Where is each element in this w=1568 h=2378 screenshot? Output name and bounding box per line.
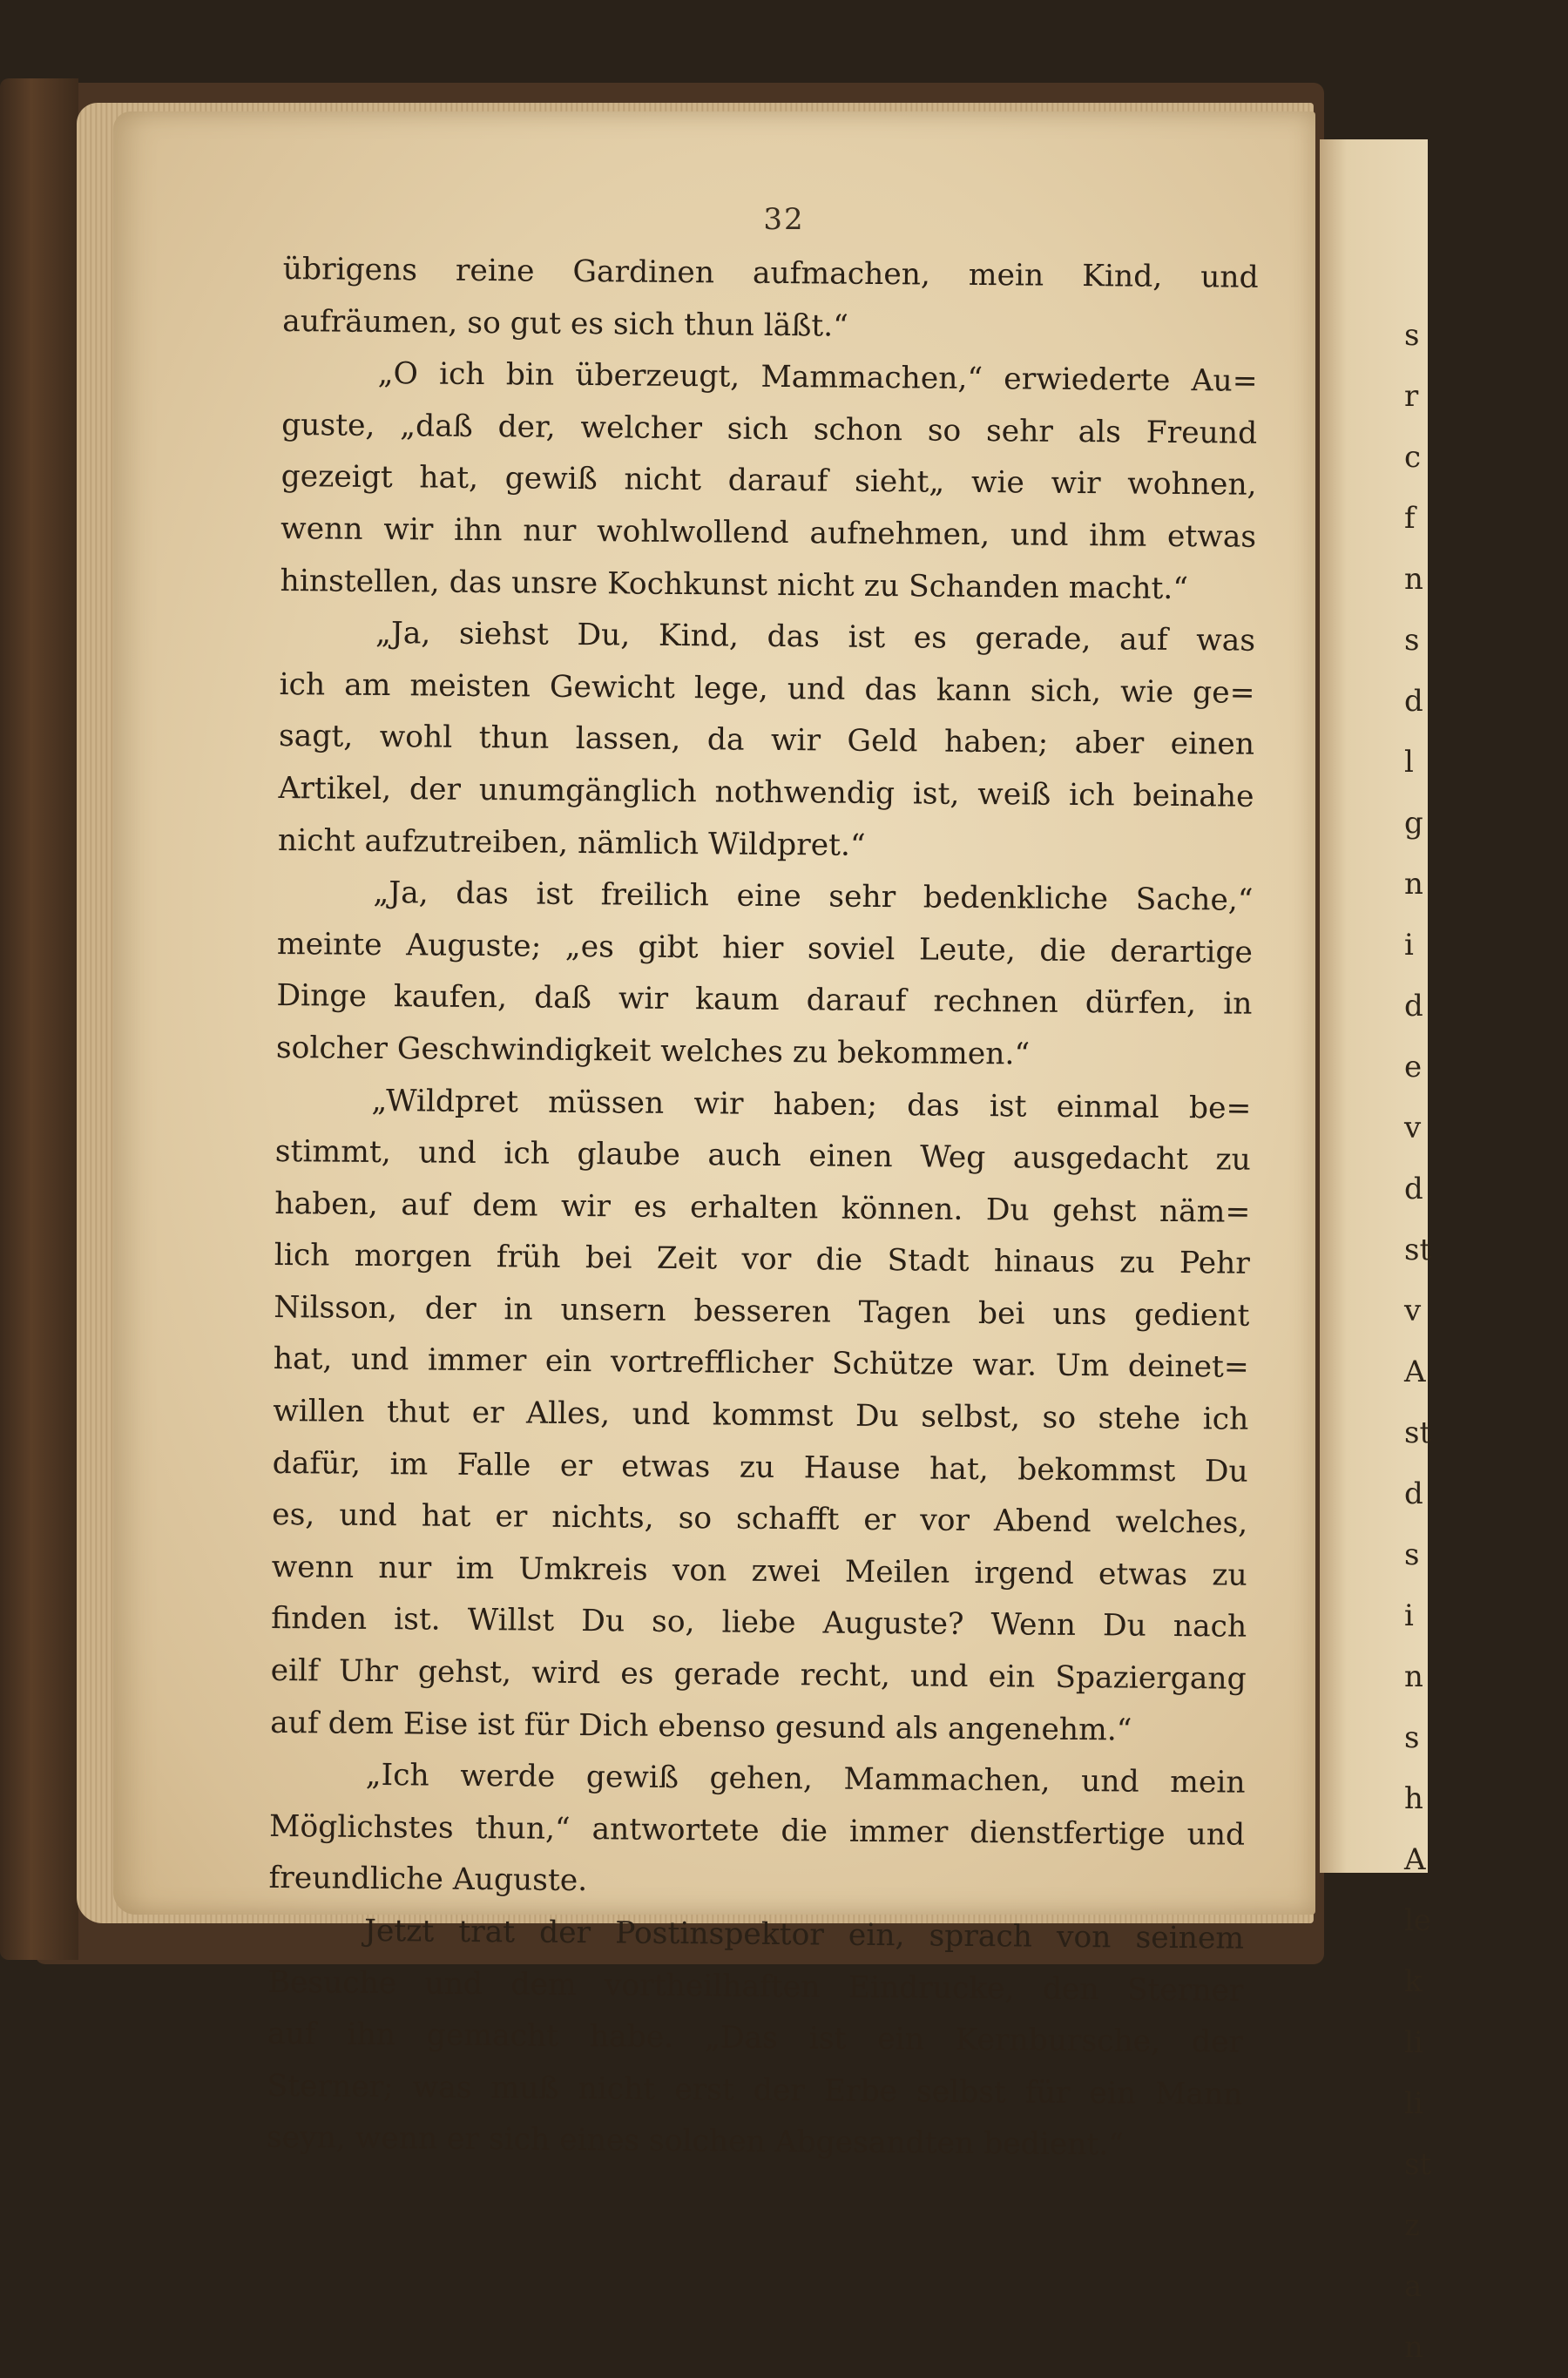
facing-page-letter: n xyxy=(1404,562,1423,597)
facing-page-letter: le xyxy=(1404,1903,1431,1938)
text-line: aufräumen, so gut es sich thun läßt.“ xyxy=(282,303,849,344)
text-line: hinstellen, das unsre Kochkunst nicht zu Schanden macht.“ xyxy=(280,563,1189,606)
facing-page-letter: d xyxy=(1404,684,1423,719)
text-line: Möglichstes thun,“ antwortete die immer dienstfertige und xyxy=(268,1808,1246,1853)
facing-page-letter: A xyxy=(1404,1355,1426,1389)
facing-page-letter: s xyxy=(1404,1537,1420,1572)
text-line: „Ja, das ist freilich eine sehr bedenkliche Sache,“ xyxy=(373,875,1254,918)
text-line: „O ich bin überzeugt, Mammachen,“ erwiederte Au= xyxy=(377,356,1258,399)
text-line: Sterner; was muß nicht erst der Erbe selbst für ein Mann xyxy=(267,2068,1243,2112)
text-line: „Ich werde gewiß gehen, Mammachen, und mein xyxy=(365,1758,1246,1800)
facing-page-letter: k xyxy=(1404,1964,1423,1999)
facing-page-letter: z xyxy=(1404,2208,1420,2243)
facing-page-letter: li xyxy=(1404,2025,1423,2060)
text-line: Artikel, der unumgänglich nothwendig ist, weiß ich beinahe xyxy=(278,770,1254,814)
text-line: nicht aufzutreiben, nämlich Wildpret.“ xyxy=(277,822,866,863)
facing-page-letter: i xyxy=(1404,928,1414,963)
text-line: stimmt, und ich glaube auch einen Weg ausgedacht zu xyxy=(274,1134,1252,1178)
text-line: gezeigt hat, gewiß nicht darauf sieht„ wie wir wohnen, xyxy=(280,459,1257,503)
book-spine xyxy=(0,78,78,1960)
text-line: wenn nur im Umkreis von zwei Meilen irgend etwas zu xyxy=(271,1549,1247,1593)
facing-page-letter: r xyxy=(1404,379,1419,414)
facing-page-letter: st xyxy=(1404,1233,1432,1267)
facing-page-letter: i xyxy=(1404,1598,1414,1633)
text-line: seyn, wenn er sich eines solchen Abgesandten bedient.“ xyxy=(266,2120,1125,2163)
text-line: finden ist. Willst Du so, liebe Auguste? Wenn Du nach xyxy=(271,1601,1247,1645)
page-text-block xyxy=(267,244,1259,2173)
facing-page-letter: st xyxy=(1404,1415,1432,1450)
text-line: „Wildpret müssen wir haben; das ist einmal be= xyxy=(371,1083,1252,1126)
text-line: Dinge kaufen, daß wir kaum darauf rechnen dürfen, in xyxy=(276,978,1253,1023)
facing-page-letter: h xyxy=(1404,1781,1423,1816)
facing-page-letter: n xyxy=(1404,2330,1423,2365)
facing-page-letter: n xyxy=(1404,867,1423,902)
text-line: Besuche und dem vortheilhaften Eindrucke, den Sterner xyxy=(267,1964,1244,2009)
text-line: auf dem Eise ist für Dich ebenso gesund als angenehm.“ xyxy=(270,1705,1132,1748)
text-line: übrigens reine Gardinen aufmachen, mein Kind, und xyxy=(282,251,1259,295)
facing-page-letter: d xyxy=(1404,1476,1423,1511)
facing-page-letter: s xyxy=(1404,318,1420,353)
facing-page-letter: s xyxy=(1404,623,1420,658)
facing-page-letter: g xyxy=(1404,806,1423,841)
text-line: dafür, im Falle er etwas zu Hause hat, bekommst Du xyxy=(272,1445,1248,1490)
text-line: auf ihn gemacht habe. „Das ist ein Kernbursche, der xyxy=(267,2017,1244,2060)
facing-page-letters xyxy=(1404,305,1432,2378)
facing-page-letter: v xyxy=(1404,1111,1422,1145)
facing-page-letter: li xyxy=(1404,2086,1423,2121)
facing-page-letter: d xyxy=(1404,1172,1423,1206)
text-line: „Ja, siehst Du, Kind, das ist es gerade, auf was xyxy=(375,616,1256,659)
facing-page-letter: n xyxy=(1404,1659,1423,1694)
facing-page-letter: s xyxy=(1404,1720,1420,1755)
text-line: willen thut er Alles, und kommst Du selbst, so stehe ich xyxy=(273,1394,1249,1437)
text-line: solcher Geschwindigkeit welches zu bekommen.“ xyxy=(275,1030,1031,1072)
facing-page-letter: f xyxy=(1404,501,1416,536)
page-number: 32 xyxy=(763,202,805,237)
facing-page-letter: v xyxy=(1404,1294,1422,1328)
facing-page-letter: e xyxy=(1404,1050,1423,1084)
text-line: Jetzt trat der Postinspektor ein, sprach von seinem xyxy=(363,1913,1245,1956)
text-line: wenn wir ihn nur wohlwollend aufnehmen, und ihm etwas xyxy=(280,510,1257,555)
text-line: es, und hat er nichts, so schafft er vor Abend welches, xyxy=(272,1497,1248,1541)
text-line: eilf Uhr gehst, wird es gerade recht, und ein Spaziergang xyxy=(270,1652,1247,1697)
text-line: Nilsson, der in unsern besseren Tagen bei uns gedient xyxy=(274,1289,1250,1334)
text-line: ich am meisten Gewicht lege, und das kann sich, wie ge= xyxy=(279,666,1255,711)
facing-page-letter: A xyxy=(1404,1842,1426,1877)
facing-page-letter: c xyxy=(1404,440,1422,475)
facing-page-letter: a xyxy=(1404,2269,1423,2304)
facing-page-letter: st xyxy=(1404,2147,1432,2182)
text-line: haben, auf dem wir es erhalten können. Du gehst näm= xyxy=(274,1186,1251,1230)
text-line: sagt, wohl thun lassen, da wir Geld haben; aber einen xyxy=(278,719,1255,763)
text-line: meinte Auguste; „es gibt hier soviel Leute, die derartige xyxy=(276,926,1254,970)
facing-page-letter: l xyxy=(1404,745,1414,780)
text-line: hat, und immer ein vortrefflicher Schütze war. Um deinet= xyxy=(273,1341,1249,1386)
text-line: guste, „daß der, welcher sich schon so sehr als Freund xyxy=(281,407,1258,451)
text-line: freundliche Auguste. xyxy=(268,1861,588,1899)
facing-page-letter: d xyxy=(1404,989,1423,1023)
text-line: lich morgen früh bei Zeit vor die Stadt hinaus zu Pehr xyxy=(274,1238,1250,1282)
